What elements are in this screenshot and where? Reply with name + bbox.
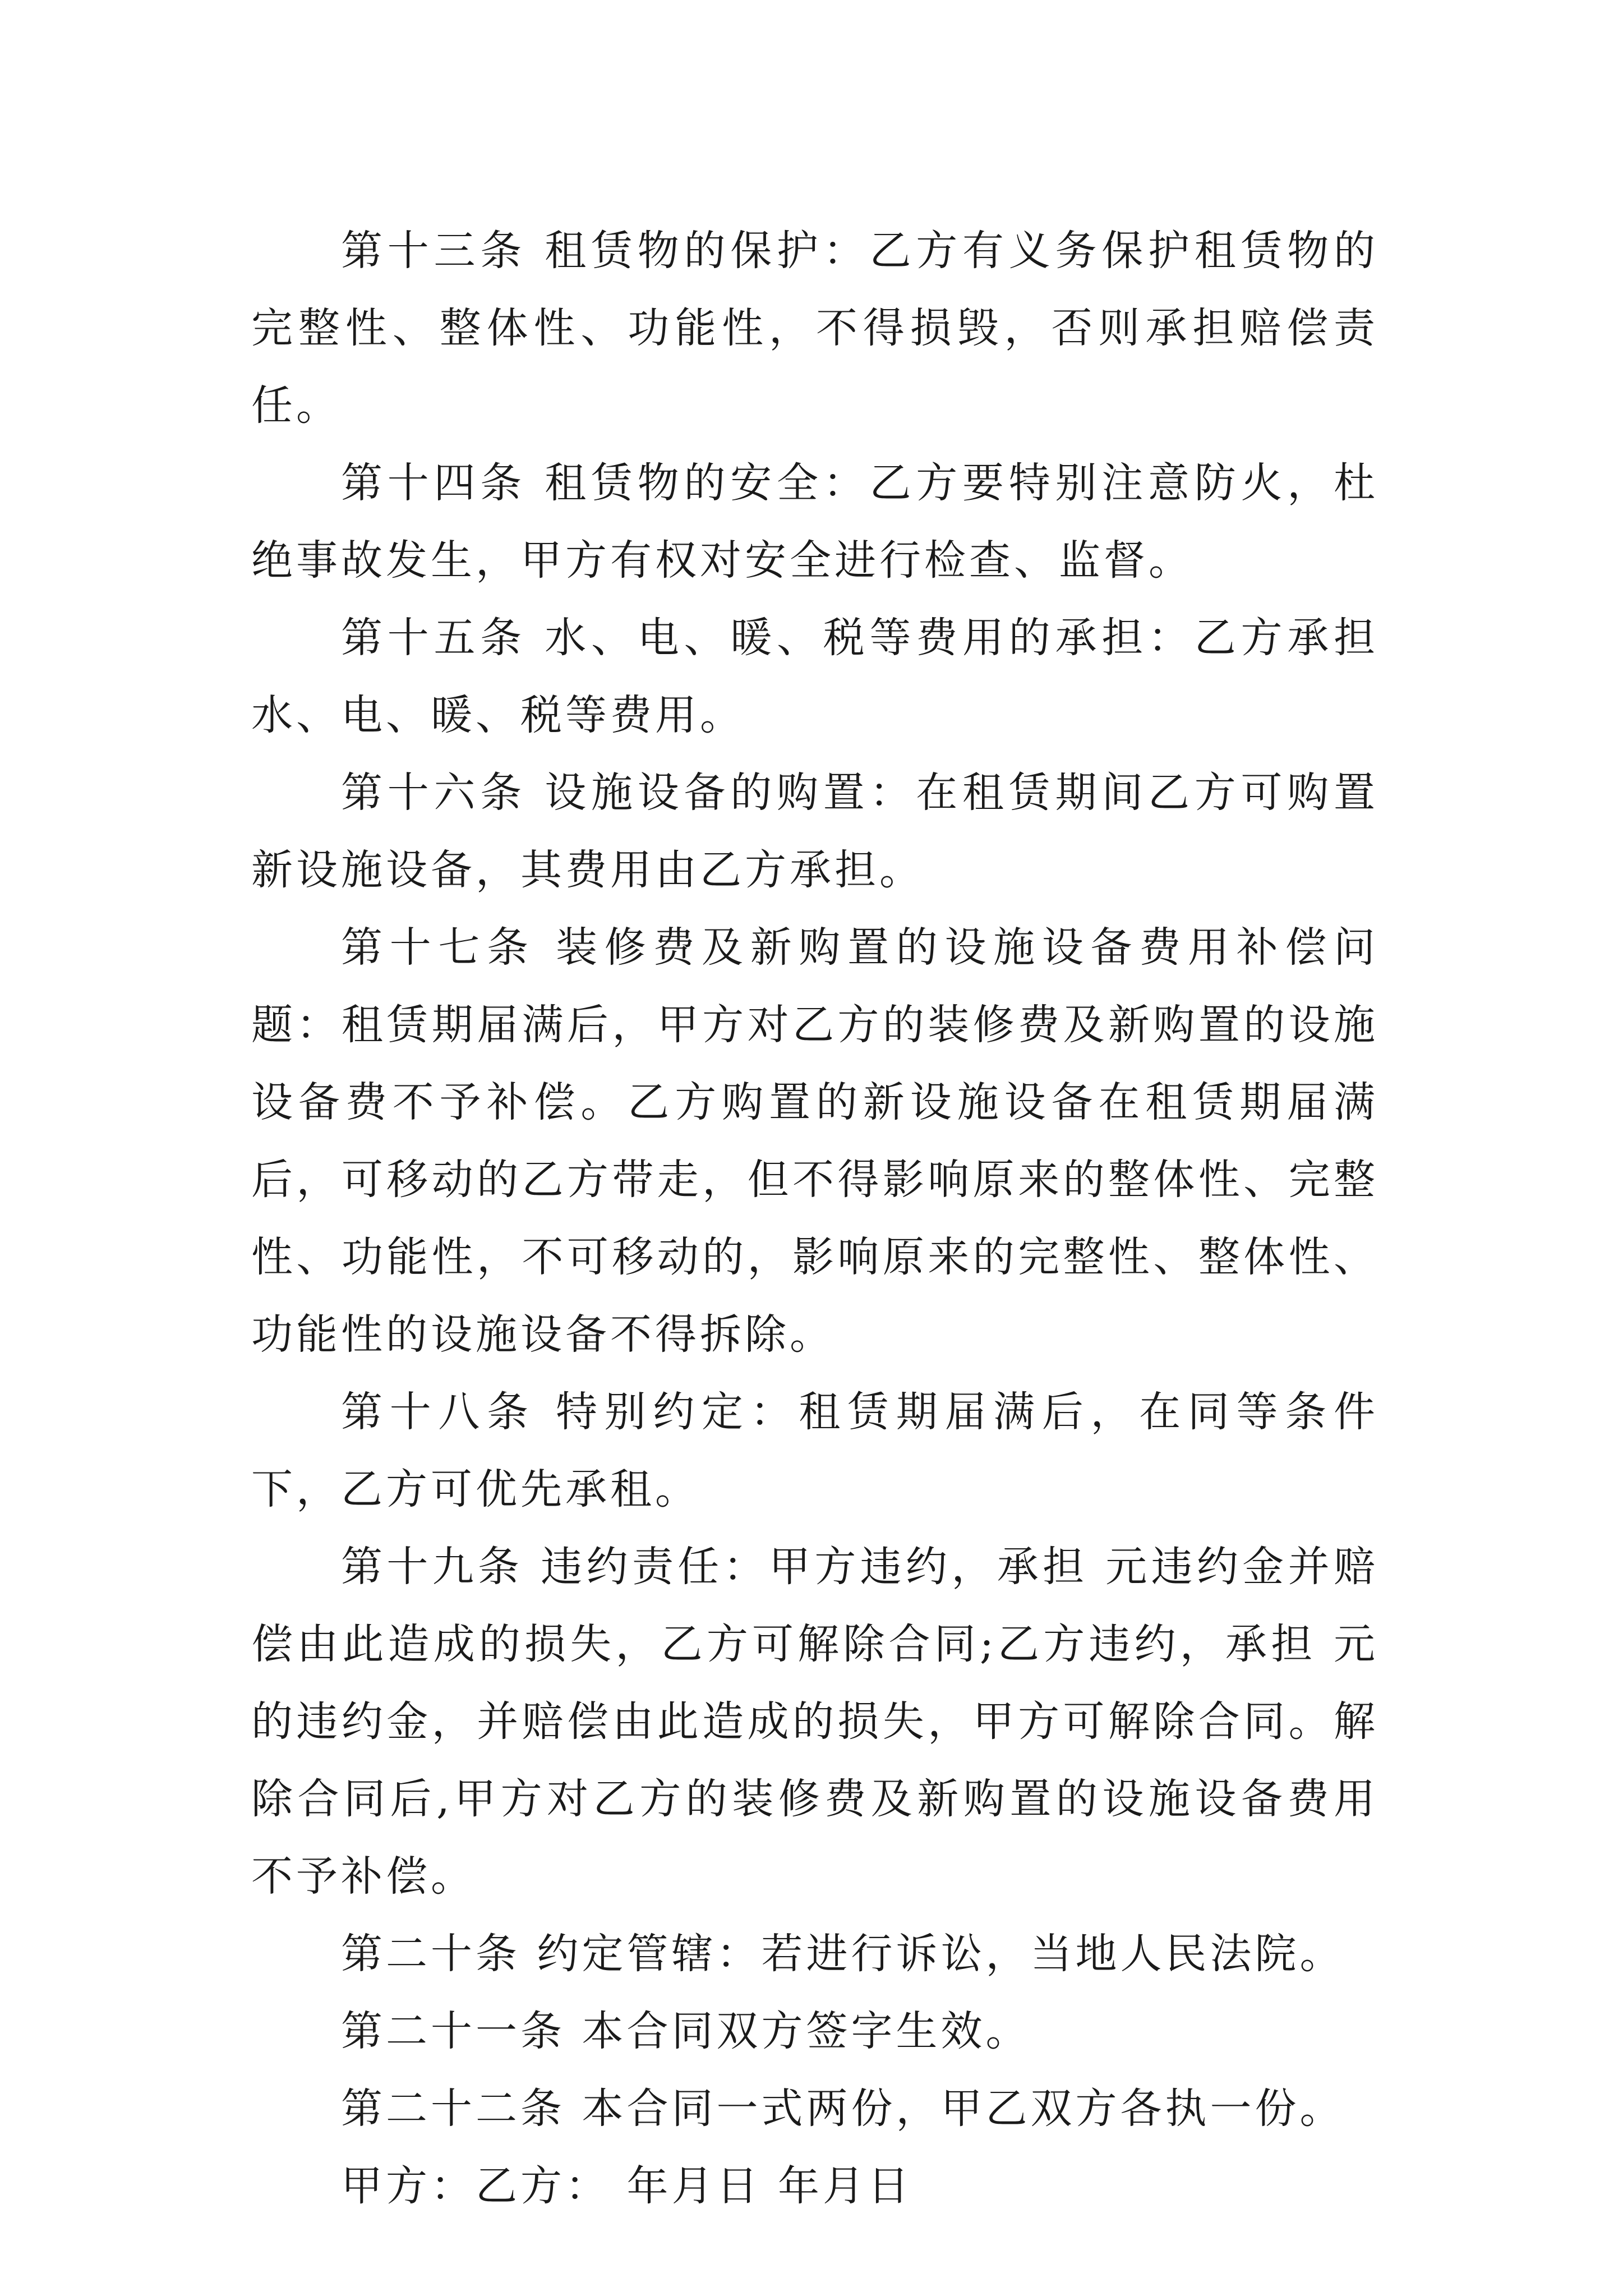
clause-22: 第二十二条 本合同一式两份，甲乙双方各执一份。 bbox=[341, 2085, 1345, 2133]
clause-18: 第十八条 特别约定：租赁期届满后，在同等条件下，乙方可优先承租。 bbox=[251, 1388, 1378, 1513]
signature-line: 甲方：乙方： 年月日 年月日 bbox=[341, 2162, 913, 2210]
clause-16: 第十六条 设施设备的购置：在租赁期间乙方可购置新设施设备，其费用由乙方承担。 bbox=[251, 769, 1378, 894]
clause-15: 第十五条 水、电、暖、税等费用的承担：乙方承担水、电、暖、税等费用。 bbox=[251, 614, 1378, 739]
clause-19: 第十九条 违约责任：甲方违约，承担 元违约金并赔偿由此造成的损失，乙方可解除合同;乙方违约，承担 元的违约金，并赔偿由此造成的损失，甲方可解除合同。解除合同后,甲方对乙方的装修费及新购置的设施设备费用不予补偿。 bbox=[251, 1543, 1378, 1901]
clause-17: 第十七条 装修费及新购置的设施设备费用补偿问题：租赁期届满后，甲方对乙方的装修费及新购置的设施设备费不予补偿。乙方购置的新设施设备在租赁期届满后，可移动的乙方带走，但不得影响原来的整体性、完整性、功能性，不可移动的，影响原来的完整性、整体性、功能性的设施设备不得拆除。 bbox=[251, 923, 1378, 1359]
clause-21: 第二十一条 本合同双方签字生效。 bbox=[341, 2007, 1031, 2055]
clause-20: 第二十条 约定管辖：若进行诉讼，当地人民法院。 bbox=[341, 1930, 1345, 1978]
document-body bbox=[251, 212, 1378, 2225]
clause-14: 第十四条 租赁物的安全：乙方要特别注意防火，杜绝事故发生，甲方有权对安全进行检查、监督。 bbox=[251, 459, 1378, 585]
clause-13: 第十三条 租赁物的保护：乙方有义务保护租赁物的完整性、整体性、功能性，不得损毁，否则承担赔偿责任。 bbox=[251, 227, 1378, 430]
